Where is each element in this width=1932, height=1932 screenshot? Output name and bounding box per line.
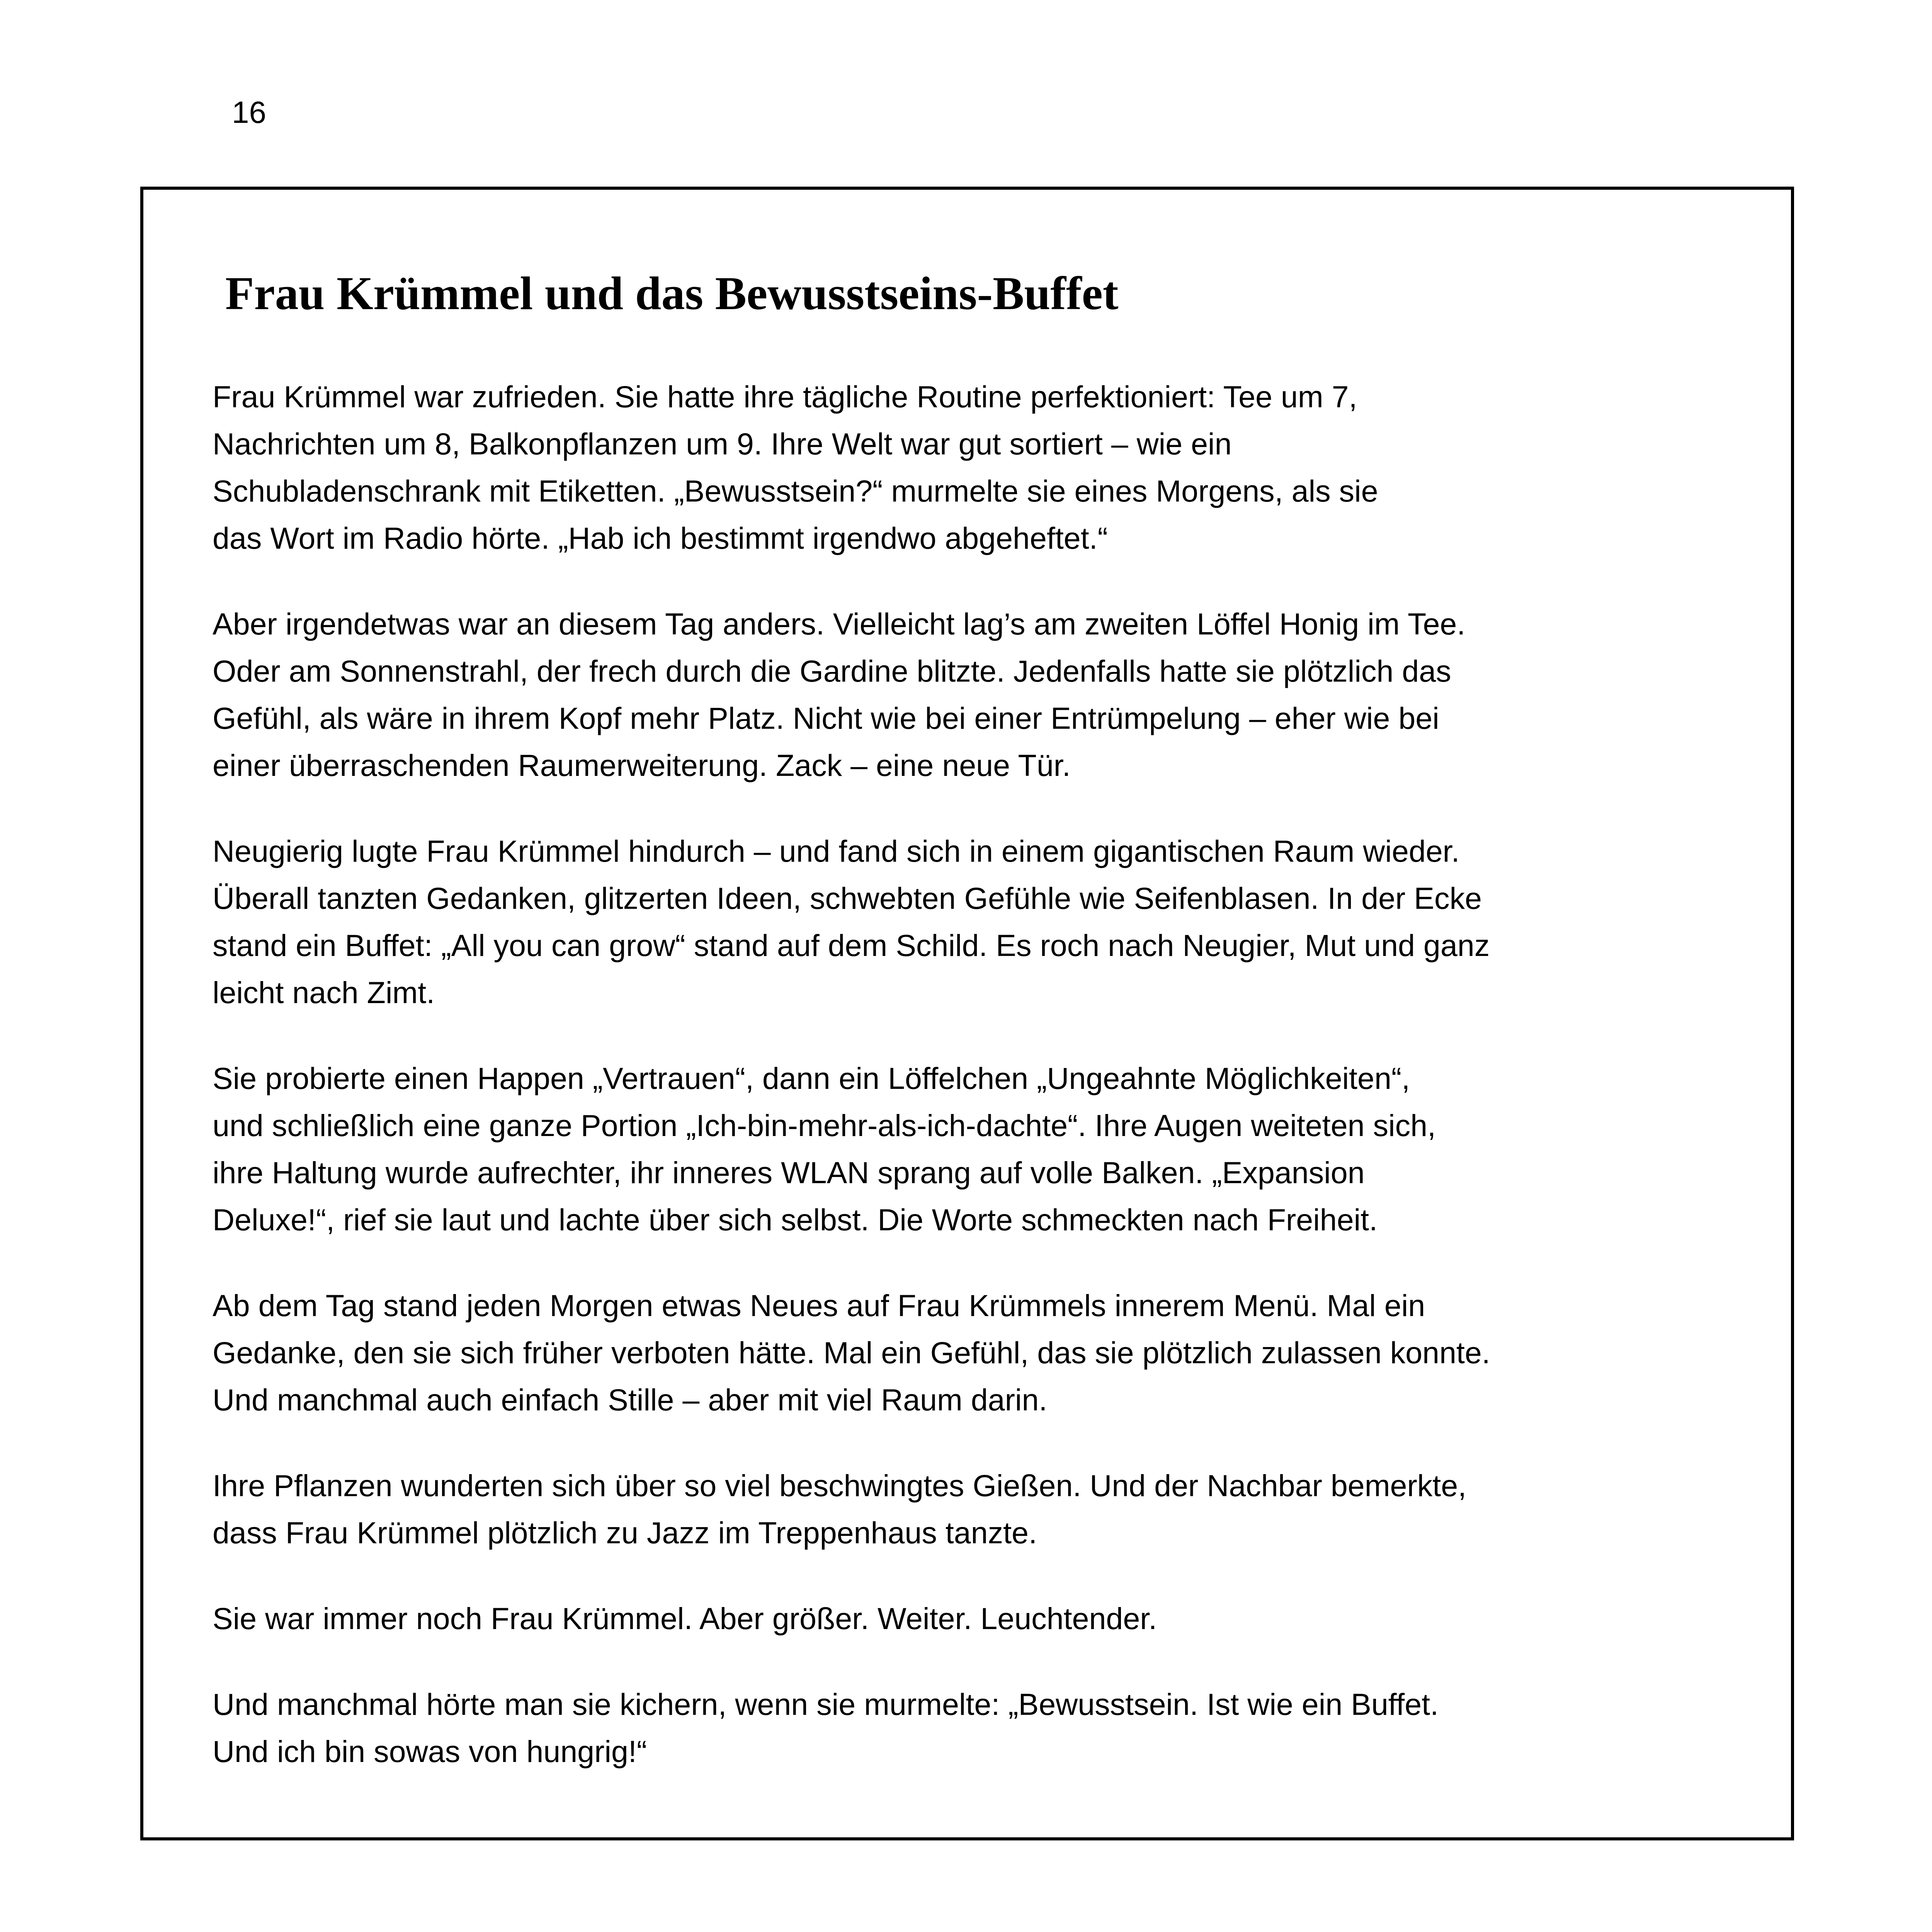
text-line: Ihre Pflanzen wunderten sich über so viel beschwingtes Gießen. Und der Nachbar bemerkte, bbox=[213, 1468, 1467, 1503]
text-line: Nachrichten um 8, Balkonpflanzen um 9. Ihre Welt war gut sortiert – wie ein bbox=[213, 427, 1232, 461]
text-line: Gedanke, den sie sich früher verboten hätte. Mal ein Gefühl, das sie plötzlich zulassen konnte. bbox=[213, 1335, 1490, 1370]
page-number: 16 bbox=[232, 95, 266, 129]
text-line: ihre Haltung wurde aufrechter, ihr inneres WLAN sprang auf volle Balken. „Expansion bbox=[213, 1155, 1365, 1190]
text-line: Sie probierte einen Happen „Vertrauen“, dann ein Löffelchen „Ungeahnte Möglichkeiten“, bbox=[213, 1061, 1410, 1095]
text-line: Gefühl, als wäre in ihrem Kopf mehr Platz. Nicht wie bei einer Entrümpelung – eher wie bei bbox=[213, 701, 1439, 735]
text-line: leicht nach Zimt. bbox=[213, 975, 435, 1010]
paragraph bbox=[213, 1055, 1490, 1243]
text-line: Ab dem Tag stand jeden Morgen etwas Neues auf Frau Krümmels innerem Menü. Mal ein bbox=[213, 1288, 1425, 1323]
text-line: Überall tanzten Gedanken, glitzerten Ideen, schwebten Gefühle wie Seifenblasen. In der Ecke bbox=[213, 881, 1482, 915]
story-body bbox=[213, 373, 1490, 1775]
paragraph bbox=[213, 1595, 1490, 1642]
text-line: Schubladenschrank mit Etiketten. „Bewusstsein?“ murmelte sie eines Morgens, als sie bbox=[213, 474, 1378, 508]
text-line: Aber irgendetwas war an diesem Tag anders. Vielleicht lag’s am zweiten Löffel Honig im Tee. bbox=[213, 607, 1466, 641]
text-line: Neugierig lugte Frau Krümmel hindurch – und fand sich in einem gigantischen Raum wieder. bbox=[213, 834, 1460, 868]
paragraph bbox=[213, 1462, 1490, 1556]
paragraph bbox=[213, 1681, 1490, 1775]
text-line: Und manchmal auch einfach Stille – aber mit viel Raum darin. bbox=[213, 1383, 1048, 1417]
paragraph bbox=[213, 373, 1490, 562]
paragraph bbox=[213, 828, 1490, 1016]
text-line: Sie war immer noch Frau Krümmel. Aber größer. Weiter. Leuchtender. bbox=[213, 1601, 1157, 1636]
paragraph bbox=[213, 600, 1490, 789]
text-line: dass Frau Krümmel plötzlich zu Jazz im Treppenhaus tanzte. bbox=[213, 1515, 1037, 1550]
text-line: und schließlich eine ganze Portion „Ich-bin-mehr-als-ich-dachte“. Ihre Augen weiteten sich, bbox=[213, 1108, 1436, 1143]
story-title: Frau Krümmel und das Bewusstseins-Buffet bbox=[225, 267, 1119, 320]
text-line: Und manchmal hörte man sie kichern, wenn sie murmelte: „Bewusstsein. Ist wie ein Buffet. bbox=[213, 1687, 1439, 1721]
text-line: Deluxe!“, rief sie laut und lachte über sich selbst. Die Worte schmeckten nach Freiheit. bbox=[213, 1202, 1378, 1237]
text-line: das Wort im Radio hörte. „Hab ich bestimmt irgendwo abgeheftet.“ bbox=[213, 521, 1108, 555]
text-line: Oder am Sonnenstrahl, der frech durch die Gardine blitzte. Jedenfalls hatte sie plötzlich das bbox=[213, 654, 1451, 688]
paragraph bbox=[213, 1282, 1490, 1423]
text-line: Frau Krümmel war zufrieden. Sie hatte ihre tägliche Routine perfektioniert: Tee um 7, bbox=[213, 379, 1357, 414]
text-line: einer überraschenden Raumerweiterung. Zack – eine neue Tür. bbox=[213, 748, 1071, 782]
text-line: stand ein Buffet: „All you can grow“ stand auf dem Schild. Es roch nach Neugier, Mut und ganz bbox=[213, 928, 1490, 963]
text-line: Und ich bin sowas von hungrig!“ bbox=[213, 1734, 647, 1769]
